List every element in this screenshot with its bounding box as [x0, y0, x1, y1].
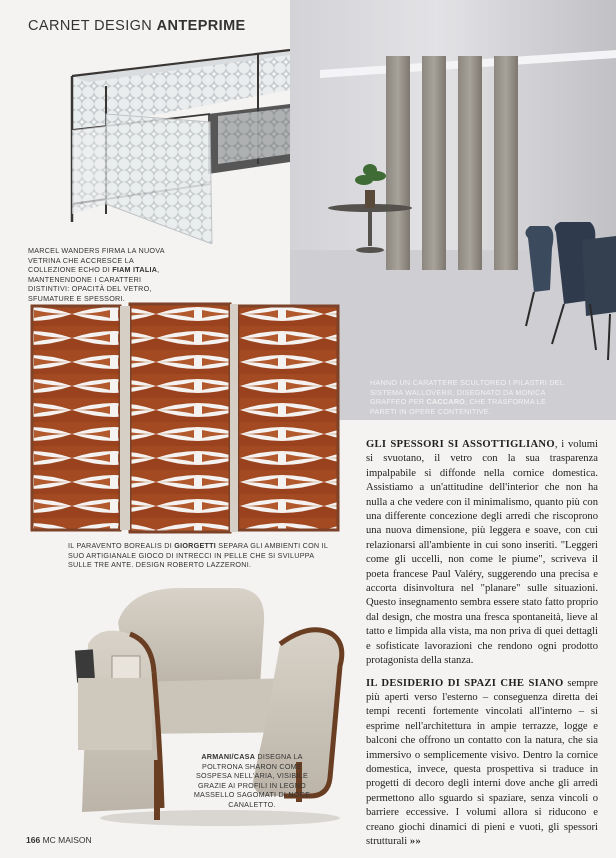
page-folio: 166 MC MAISON [26, 835, 92, 845]
article-body [366, 438, 598, 857]
vitrine-photo [28, 44, 298, 244]
caption-wallover: HANNO UN CARATTERE SCULTOREO I PILASTRI DEL SISTEMA WALLOVER®, DISEGNATO DA MONICA GRAFFEO PER CACCARO, CHE TRASFORMA LE PARETI IN OPERE CONTENITIVE. [370, 378, 564, 416]
caption-paravento: IL PARAVENTO BOREALIS DI GIORGETTI SEPARA GLI AMBIENTI CON IL SUO ARTIGIANALE GIOCO DI INTRECCI IN PELLE CHE SI SVILUPPA SULLE TRE ANTE. DESIGN ROBERTO LAZZERONI. [68, 541, 328, 570]
caption-poltrona: ARMANI/CASA DISEGNA LA POLTRONA SHARON COME SOSPESA NELL'ARIA, VISIBILE GRAZIE AI PROFILI IN LEGNO MASSELLO SAGOMATI DI NOCE CANALETTO. [193, 752, 311, 809]
section-title: CARNET DESIGN ANTEPRIME [28, 18, 246, 34]
article-paragraph-2: IL DESIDERIO DI SPAZI CHE SIANO sempre più aperti verso l'esterno – conseguenza diretta dei tempi recenti fortemente vincolati all'interno – si esprime nell'architettura in ampie terrazze, logge e balconi che offrono un contatto con la natura, che sia immersivo o semplicemente visivo. Dentro la cornice domestica, invece, questa prospettiva si traduce in progetti di decoro degli interni dove anche gli arredi permettono allo sguardo si spaziare, senza vincoli o barriere eccessive. I volumi allora si riducono e creano giochi dinamici di pieni e vuoti, gli spessori strutturali »» [366, 677, 598, 847]
article-paragraph-1: GLI SPESSORI SI ASSOTTIGLIANO, i volumi si svuotano, il vetro con la sua trasparenza impalpabile si diffonde nella cornice domestica. Assistiamo a un'attitudine dell'interior che non ha nulla a che vedere con il minimalismo, quanto più con una differente concezione degli arredi che riscoprono una nuova dimensione, più leggera e soave, con cui relazionarsi all'ambiente in cui sono inseriti. "Leggeri come gli uccelli, non come le piume", scriveva il poeta francese Paul Valéry, suggerendo una precisa e accorta disinvoltura nel "planare" sulle situazioni. Questo insegnamento sembra essere stato fatto proprio dal design, che mostra una fresca spontaneità, lieve al tatto e limpida alla vista, ma non priva di quei dettagli e sofisticate lavorazioni che rendono ogni prodotto protagonista della stanza. [366, 439, 598, 667]
caption-vetrina: MARCEL WANDERS FIRMA LA NUOVA VETRINA CHE ACCRESCE LA COLLEZIONE ECHO DI FIAM ITALIA, MANTENENDONE I CARATTERI DISTINTIVI: OPACITÀ DEL VETRO, SFUMATURE E SPESSORI. [28, 246, 165, 303]
paravento-photo [30, 302, 342, 534]
